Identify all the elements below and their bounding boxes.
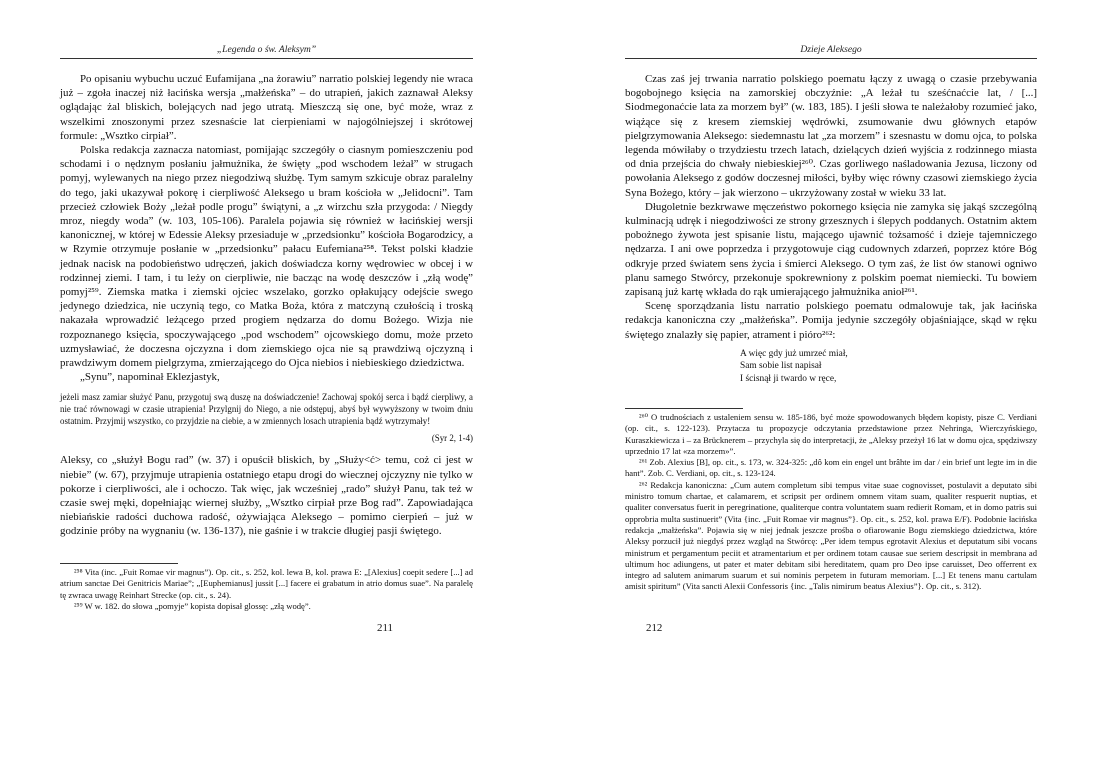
paragraph: Czas zaś jej trwania narratio polskiego poematu łączy z uwagą o czasie przebywania bogobojnego księcia na zamorskiej obczyźnie: „A leżał tu sześćnaćcie lat, / [...] Siodmegonaćcie lata za morzem był” (w. 183, 185). I jeśli słowa te należałoby rozumieć jako, wiążące się z kresem ziemskiej wędrówki, zsumowanie dwu głównych etapów pielgrzymowania Aleksego: siedemnastu lat „za morzem” i szesnastu w domu ojca, to polska legenda mówiłaby o trzydziestu trzech latach, dzielących dzień wyjścia z rodzinnego miasta od dnia przejścia do chwały niebieskiej²⁶⁰. Czas gorliwego naśladowania Jezusa, liczony od powołania Aleksego z godów doczesnej miłości, byłby więc równy czasowi ziemskiego życia Syna Bożego, który – jak wierzono – ukrzyżowany został w wieku 33 lat. (625, 73, 1037, 199)
block-quote: jeżeli masz zamiar służyć Panu, przygotuj swą duszę na doświadczenie! Zachowaj spokój serca i bądź cierpliwy, a nie trać równowagi w czasie utrapienia! Przylgnij do Niego, a nie odstępuj, abyś był wywyższony w twoim dniu ostatnim. Przyjmij wszystko, co przyjdzie na ciebie, a w zmiennych losach utrapienia bądź wytrzymały! (60, 392, 473, 426)
header-rule-left (60, 58, 473, 59)
verse-quote (740, 348, 1037, 385)
footnote: ²⁶⁰ O trudnościach z ustaleniem sensu w. 185-186, być może spowodowanych błędem kopisty, pisze C. Verdiani (op. cit., s. 122-123). Przytacza tu propozycje odczytania przedstawione przez Nehringa, Wierczyńskiego, Kuraszkiewicza i – za Brücknerem – przychyla się do interpretacji, że „Aleksy przeżył 16 lat w domu ojca, spędziwszy uprzednio 17 lat «za morzem»”. (625, 412, 1037, 456)
verse-line: Sam sobie list napisał (740, 361, 822, 372)
page-number-left: 211 (377, 622, 393, 634)
verse-line: A więc gdy już umrzeć miał, (740, 348, 848, 359)
footnote: ²⁶² Redakcja kanoniczna: „Cum autem completum sibi tempus vitae suae cognovisset, postulavit a deputato sibi ministro tomum chartae, et calamarem, et scripsit per ordinem omnem vitam suam, qualiter respuerit nuptias, et qualiter conversatus fuerit in peregrinatione, qualiterque contra voluntatem suam redierit Romam, et in domo patris sui opprobria multa sustinuerit” (Vita {inc. „Fuit Romae vir magnus”}. Op. cit., s. 252, kol. prawa E/F). Podobnie łacińska redakcja „małżeńska”. Pojawia się w niej jednak jeszcze prośba o ofiarowanie Bogu ziemskiego dziedzictwa, które Aleksy porzucił już niegdyś przez wzgląd na Stwórcę: „Per idem tempus egrotavit Alexius et deputatum sibi vocans ministrum et pergamentum peciit et atramentarium et per ordinem totam causae sue seriem descripsit in membrana ad ultimum hoc adiungens, ut pater et mater debitam sibi hereditatem, quam pro Deo ipse caruisset, Deo offerrent ex integro ad salutem animarum suarum et sui nominis perpetem in futuram memoriam. [...] Et tenens manu cartulam amisit spiritum” (Vita sancti Alexii Confessoris {inc. „Talis nimirum beatus Alexius”}. Op. cit., s. 312). (625, 479, 1037, 592)
right-page (550, 0, 1100, 777)
running-head-right: Dzieje Aleksego (800, 44, 862, 55)
paragraph: Aleksy, co „służył Bogu rad” (w. 37) i opuścił bliskich, by „Służy<ć> temu, coż ci jest w niebie” (w. 67), przyjmuje utrapienia ostatniego etapu drogi do wiecznej ojczyzny nie tylko w pokorze i cierpliwości, ale i ochoczo. Tak więc, jak wcześniej „rado” służył Panu, tak też w czasie swej męki, dopełniając wiernej służby, „Wsztko cirpiał prze Bog rad”. Zapowiadająca niebiańskie radości duchowa radość, ożywiająca Aleksego – pomimo cierpień – już w godzinie próby na wygnaniu (w. 136-137), nie gaśnie i w trakcie długiej pasji świętego. (60, 454, 473, 538)
footnote-rule-right (625, 408, 743, 409)
paragraph: „Synu”, napominał Eklezjastyk, (80, 371, 220, 384)
paragraph: Polska redakcja zaznacza natomiast, pomijając szczegóły o ciasnym pomieszczeniu pod schodami i o nędznym posłaniu jałmużnika, że święty „pod wschodem leżał” w strugach pomyj, wylewanych na niego przez niegodziwą służbę. Tym samym szkicuje obraz paralelny do tego, jaki ukazywał pokorę i cierpliwość Aleksego u bram kościoła w „Jelidocni”. Tam przecież człowiek Boży „leżał podle progu” świątyni, a „z wirzchu szła przygoda: / Niegdy mroz, niegdy woda” (w. 103, 105-106). Paralela pojawia się również w łacińskiej wersji kanonicznej, w której w Edessie Aleksy przesiaduje w „przedsionku” kościoła Bogarodzicy, a w Rzymie otrzymuje posłanie w „przedsionku” pałacu Eufemiana²⁵⁸. Tekst polski kładzie jednak nacisk na podobieństwo udręczeń, jakich doświadcza korny wędrowiec w obcej i w rodzinnej ziemi. I tam, i tu leży on cierpliwie, nie bacząc na wodę deszczów i „złą wodę” pomyj²⁵⁹. Ziemska matka i ziemski ojciec wszelako, gorzko opłakujący odejście swego jedynego dziedzica, nie uczynią tego, co Matka Boża, która z matczyną czułością i troską nakazała wprowadzić leżącego przed progiem nędzarza do domu Bożego. Wizja nie rozpoznanego księcia, spoczywającego „pod wschodem” ojcowskiego domu, może przeto uzmysławiać, że doczesna ojczyzna i dom ziemskiego ojca nie są prawdziwą ojczyzną i prawdziwym domem pielgrzyma, zmierzającego do Ojca niebios i niebieskiego dziedzictwa. (60, 144, 473, 370)
left-body-text (60, 72, 473, 539)
header-rule-right (625, 58, 1037, 59)
footnotes-left (60, 567, 473, 612)
footnote: ²⁶¹ Zob. Alexius [B], op. cit., s. 173, w. 324-325: „dô kom ein engel unt brâhte im dar / ein brief unt legte im in die hant”. Zob. C. Verdiani, op. cit., s. 123-124. (625, 457, 1037, 479)
footnote-rule-left (60, 563, 178, 564)
right-body-text (625, 72, 1037, 385)
paragraph: Długoletnie bezkrwawe męczeństwo pokornego księcia nie zamyka się jakąś szczególną kulminacją udręk i niegodziwości ze strony grzesznych i ślepych poddanych. Ostatnim aktem pobożnego żywota jest spisanie listu, mającego ujawnić tożsamość i dzieje tajemniczego nędzarza. I ani owe poprzedza i przygotowuje ciąg cudownych zdarzeń, poprzez które Bóg odkryje przed światem sens życia i śmierci Aleksego. O tym zaś, że list ów stanowi ogniwo planu samego Stwórcy, przekonuje spokrewniony z polskim poemat niemiecki. Tu bowiem zapisaną już kartę wkłada do rąk umierającego jałmużnika anioł²⁶¹. (625, 200, 1037, 299)
quote-reference: (Syr 2, 1-4) (431, 433, 473, 444)
footnote: ²⁵⁸ Vita (inc. „Fuit Romae vir magnus”). Op. cit., s. 252, kol. lewa B, kol. prawa E: „[Alexius] coepit sedere [...] ad atrium sanctae Dei Genitricis Mariae”; „[Euphemianus] jussit [...] facere ei grabatum in atrio domus suae”. Na paralelę tę zwraca uwagę Reinhart Strecke (op. cit., s. 24). (60, 567, 473, 600)
footnotes-right (625, 412, 1037, 593)
verse-line: I ścisnął ji twardo w ręce, (740, 373, 837, 384)
paragraph: Scenę sporządzania listu narratio polskiego poematu odmalowuje tak, jak łacińska redakcja kanoniczna czy „małżeńska”. Pomija jedynie szczegóły objaśniające, skąd w ręku świętego znalazły się papier, atrament i pióro²⁶²: (625, 300, 1037, 341)
footnote: ²⁵⁹ W w. 182. do słowa „pomyje” kopista dopisał glossę: „złą wodę”. (74, 600, 311, 611)
running-head-left: „Legenda o św. Aleksym” (216, 44, 317, 55)
page-number-right: 212 (646, 622, 663, 634)
paragraph: Po opisaniu wybuchu uczuć Eufamijana „na żorawiu” narratio polskiej legendy nie wraca już – zgoła inaczej niż łacińska wersja „małżeńska” – do utrapień, jakich zaznawał Aleksy oglądając żal bliskich, bolejących nad jego utratą. Mieszczą się one, być może, wraz z wszelkimi znoszonymi przez szesnaście lat cierpieniami w najogólniejszej i skrótowej formule: „Wsztko cirpiał”. (60, 73, 473, 142)
